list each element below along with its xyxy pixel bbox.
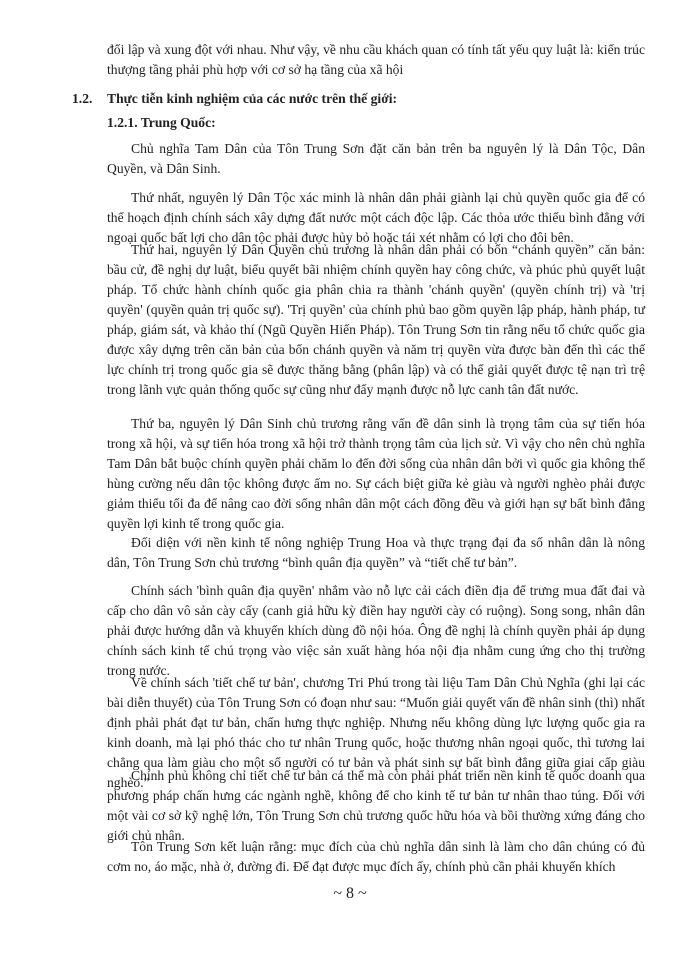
section-title: Thực tiễn kinh nghiệm của các nước trên thế giới: [107, 91, 398, 106]
paragraph-1: Chủ nghĩa Tam Dân của Tôn Trung Sơn đặt căn bản trên ba nguyên lý là Dân Tộc, Dân Quyền, và Dân Sinh. [107, 141, 645, 176]
page-number: ~ 8 ~ [333, 885, 367, 902]
paragraph-8: Chính phủ không chỉ tiết chế tư bản cá thể mà còn phải phát triển nền kinh tế quốc doanh qua phương pháp chấn hưng các ngành nghề, không để cho kinh tế tư bản tư nhân thao túng. Đối với một vài cơ sở kỹ nghệ lớn, Tôn Trung Sơn chủ trương quốc hữu hóa và bồi thường xứng đáng cho giới chủ nhân. [107, 768, 645, 843]
paragraph-2: Thứ nhất, nguyên lý Dân Tộc xác minh là nhân dân phải giành lại chủ quyền quốc gia để có thể hoạch định chính sách xây dựng đất nước một cách độc lập. Các thỏa ước thiếu bình đẳng với ngoại quốc bất lợi cho dân tộc phải được hủy bỏ hoặc tái xét nhằm có lợi cho đôi bên. [107, 190, 645, 245]
intro-paragraph: đối lập và xung đột với nhau. Như vậy, về nhu cầu khách quan có tính tất yếu quy luật là: kiến trúc thượng tầng phải phù hợp với cơ sở hạ tầng của xã hội [107, 42, 645, 77]
paragraph-4: Thứ ba, nguyên lý Dân Sinh chủ trương rằng vấn đề dân sinh là trọng tâm của sự tiến hóa trong xã hội, và sự tiến hóa trong xã hội trở thành trọng tâm của lịch sử. Vì vậy cho nên chủ nghĩa Tam Dân bắt buộc chính quyền phải chăm lo đến đời sống của nhân dân bởi vì quốc gia không thể hùng cường nếu dân tộc không được ấm no. Sự cách biệt giữa kẻ giàu và người nghèo phải được giảm thiểu tối đa để nâng cao đời sống nhân dân một cách đồng đều và giới hạn sự bất bình đẳng quyền lợi kinh tế trong quốc gia. [107, 416, 645, 531]
paragraph-3: Thứ hai, nguyên lý Dân Quyền chủ trương là nhân dân phải có bốn “chánh quyền” căn bản: bầu cử, đề nghị dự luật, biểu quyết bãi nhiệm chính quyền hay công chức, và phúc phủ quyết luật pháp. Tổ chức hành chính quốc gia phân chia ra thành 'chánh quyền' (quyền chính trị) và 'trị quyền' (quyền quản trị quốc sự). 'Trị quyền' của chính phủ bao gồm quyền lập pháp, hành pháp, tư pháp, giám sát, và khảo thí (Ngũ Quyền Hiến Pháp). Tôn Trung Sơn tin rằng nếu tổ chức quốc gia được xây dựng trên căn bản của bốn chánh quyền và năm trị quyền vừa được bàn đến thì các thế lực chính trị trong quốc gia sẽ được thăng bằng (phân lập) và có thể giải quyết được tệ nạn trì trệ trong lãnh vực quản thống quốc sự cũng như đẩy mạnh được nỗ lực canh tân đất nước. [107, 242, 645, 397]
subsection-title: 1.2.1. Trung Quốc: [107, 115, 216, 130]
paragraph-7: Về chính sách 'tiết chế tư bản', chương Tri Phú trong tài liệu Tam Dân Chủ Nghĩa (ghi lại các bài diễn thuyết) của Tôn Trung Sơn có đoạn như sau: “Muốn giải quyết vấn đề nhân sinh (thì) nhất định phải phát đạt tư bản, chấn hưng thực nghiệp. Nhưng nếu không dùng lực lượng quốc gia ra kinh doanh, mà lại phó thác cho tư nhân Trung quốc, hoặc thương nhân ngoại quốc, thì tương lai chẳng qua làm giàu cho một số người có tư bản và phát sinh sự bất bình đẳng giữa giai cấp giàu nghèo.” [107, 675, 645, 790]
paragraph-6: Chính sách 'bình quân địa quyền' nhắm vào nỗ lực cải cách điền địa để trưng mua đất đai và cấp cho dân vô sản cày cấy (canh giả hữu kỳ điền hay người cày có ruộng). Song song, nhân dân phải được hướng dẫn và khuyến khích dùng đồ nội hóa. Ông đề nghị là chính quyền phải áp dụng chính sách kinh tế chú trọng vào việc sản xuất hàng hóa nội địa nhằm cung ứng cho thị trường trong nước. [107, 583, 645, 678]
paragraph-5: Đối diện với nền kinh tế nông nghiệp Trung Hoa và thực trạng đại đa số nhân dân là nông dân, Tôn Trung Sơn chủ trương “bình quân địa quyền” và “tiết chế tư bản”. [107, 535, 645, 570]
paragraph-9: Tôn Trung Sơn kết luận rằng: mục đích của chủ nghĩa dân sinh là làm cho dân chúng có đủ cơm no, áo mặc, nhà ở, đường đi. Để đạt được mục đích ấy, chính phủ cần phải khuyến khích [107, 839, 645, 874]
section-number: 1.2. [72, 91, 93, 106]
